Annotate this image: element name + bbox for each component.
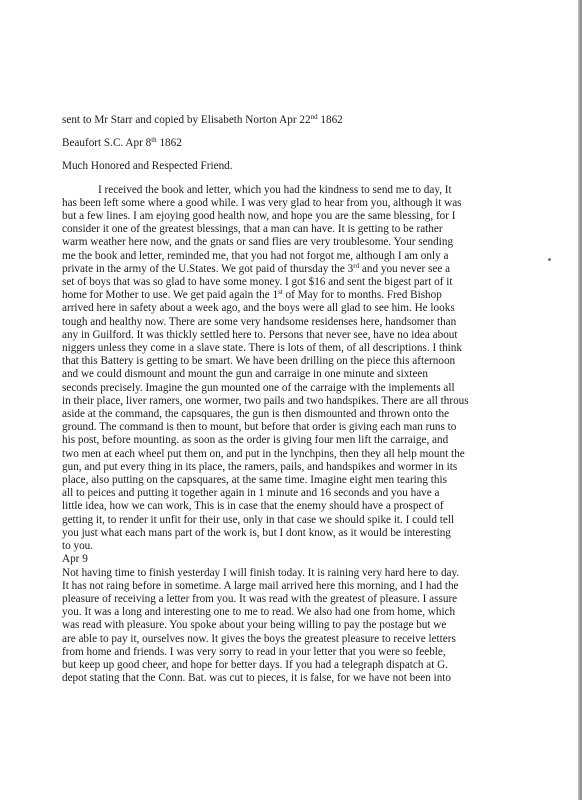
- place-date: Beaufort S.C. Apr 8th 1862: [62, 136, 182, 150]
- text-line: in their place, liver ramers, one wormer, two pails and two handspikes. There are all throus: [62, 394, 469, 407]
- text-line: to you.: [62, 540, 94, 553]
- text-line: Not having time to finish yesterday I will finish today. It is raining very hard here to day.: [62, 566, 460, 579]
- text-line: set of boys that was so glad to have some money. I got $16 and sent the bigest part of it: [62, 276, 453, 289]
- text-line: tough and healthy now. There are some very handsome residenses here, handsomer than: [62, 315, 457, 328]
- text-line: has been left some where a good while. I was very glad to hear from you, although it was: [62, 196, 462, 209]
- text-line: warm weather here now, and the gnats or sand flies are very troublesome. Your sending: [62, 236, 454, 249]
- paragraph-2: [62, 567, 562, 686]
- text-line: pleasure of receiving a letter from you. It was read with the greatest of pleasure. I assure: [62, 592, 458, 605]
- text-line: aside at the command, the capsquares, the gun is then dismounted and thrown onto the: [62, 408, 450, 421]
- text-line: arrived here in safety about a week ago, and the boys were all glad to see him. He looks: [62, 302, 455, 315]
- text-line: depot stating that the Conn. Bat. was cut to pieces, it is false, for we have not been into: [62, 672, 451, 685]
- text-line: ground. The command is then to mount, but before that order is giving each man runs to: [62, 421, 457, 434]
- text-line: and we could dismount and mount the gun and carraige in one minute and sixteen: [62, 368, 428, 381]
- text-line: all to peices and putting it together again in 1 minute and 16 seconds and you have a: [62, 487, 440, 500]
- scan-edge-shadow: [578, 0, 582, 800]
- date-apr-9: Apr 9: [62, 553, 88, 566]
- text-line: gun, and put every thing in its place, the ramers, pails, and handspikes and wormer in its: [62, 460, 458, 473]
- salutation: Much Honored and Respected Friend.: [62, 160, 233, 173]
- text-line: but a few lines. I am ejoying good health now, and hope you are the same blessing, for I: [62, 210, 456, 223]
- text-line: me the book and letter, reminded me, that you had not forgot me, although I am only a: [62, 249, 449, 262]
- text-line: but keep up good cheer, and hope for better days. If you had a telegraph dispatch at G.: [62, 658, 449, 671]
- text-line: It has not raing before in sometime. A large mail arrived here this morning, and I had the: [62, 579, 459, 592]
- text-line: that this Battery is getting to be smart. We have been drilling on the piece this afternoon: [62, 355, 456, 368]
- text-line: consider it one of the greatest blessings, that a man can have. It is getting to be rather: [62, 223, 443, 236]
- text-line: any in Guilford. It was thickly settled here to. Persons that never see, have no idea about: [62, 328, 458, 341]
- letter-page: [62, 114, 562, 685]
- text-line: was read with pleasure. You spoke about your being willing to pay the postage but we: [62, 619, 447, 632]
- text-line: his post, before mounting. as soon as the order is giving four men lift the carraige, and: [62, 434, 449, 447]
- text-line: you. It was a long and interesting one to me to read. We also had one from home, which: [62, 606, 456, 619]
- text-line: getting it, to render it unfit for their use, only in that case we should spike it. I could tell: [62, 513, 455, 526]
- text-line: home for Mother to use. We get paid again the 1st of May for to months. Fred Bishop: [62, 288, 442, 302]
- text-line: you just what each mans part of the work is, but I dont know, as it would be interesting: [62, 526, 451, 539]
- text-line: two men at each wheel put them on, and put in the lynchpins, then they all help mount the: [62, 447, 465, 460]
- text-line: from home and friends. I was very sorry to read in your letter that you were so feeble,: [62, 645, 446, 658]
- paragraph-1: [62, 184, 562, 554]
- text-line: niggers unless they come in a slave state. There is lots of them, of all descriptions. I think: [62, 342, 462, 355]
- text-line: are able to pay it, ourselves now. It gives the boys the greatest pleasure to receive letters: [62, 632, 456, 645]
- copy-note: sent to Mr Starr and copied by Elisabeth Norton Apr 22nd 1862: [62, 113, 343, 126]
- text-line: place, also putting on the capsquares, at the same time. Imagine eight men tearing this: [62, 474, 447, 487]
- text-line: private in the army of the U.States. We got paid of thursday the 3rd and you never see a: [62, 261, 451, 275]
- text-line: seconds precisely. Imagine the gun mounted one of the carraige with the implements all: [62, 381, 455, 394]
- text-line: little idea, how we can work, This is in case that the enemy should have a prospect of: [62, 500, 444, 513]
- text-line: I received the book and letter, which you had the kindness to send me to day, It: [98, 183, 452, 196]
